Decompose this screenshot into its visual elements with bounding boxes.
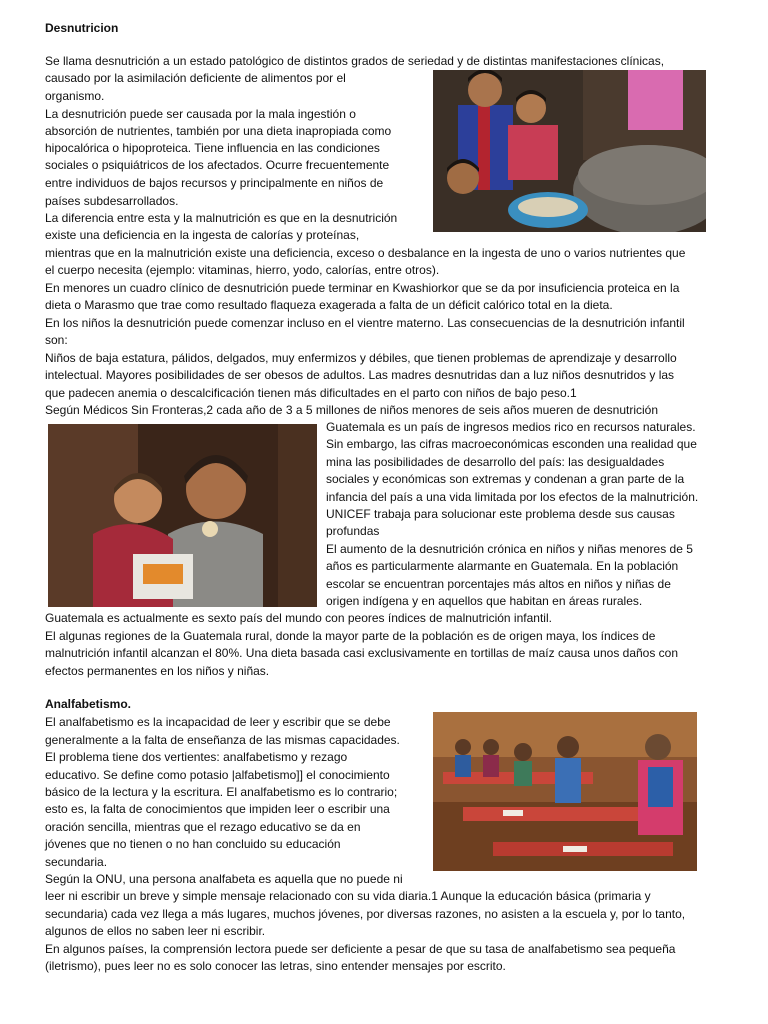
paragraph-line: sociales o psiquiátricos de los afectados. Ocurre frecuentemente — [45, 158, 390, 172]
paragraph-line: países subdesarrollados. — [45, 194, 179, 208]
paragraph-line: En menores un cuadro clínico de desnutrición puede terminar en Kwashiorkor que se da por insuficiencia proteica en la — [45, 281, 680, 295]
photo-children-at-stove — [433, 70, 706, 232]
paragraph-line: En algunos países, la comprensión lectora puede ser deficiente a pesar de que su tasa de analfabetismo sea pequeña — [45, 942, 676, 956]
section-heading-desnutricion: Desnutricion — [45, 21, 119, 35]
paragraph-line: El problema tiene dos vertientes: analfabetismo y rezago — [45, 750, 348, 764]
paragraph-line: intelectual. Mayores posibilidades de ser obesos de adultos. Las madres desnutridas dan a luz niños desnutridos y las — [45, 368, 675, 382]
paragraph-line: entre individuos de bajos recursos y principalmente en niños de — [45, 176, 384, 190]
paragraph-line: El analfabetismo es la incapacidad de leer y escribir que se debe — [45, 715, 391, 729]
paragraph-line: básico de la lectura y la escritura. El analfabetismo es lo contrario; — [45, 785, 398, 799]
paragraph-line: La diferencia entre esta y la malnutrición es que en la desnutrición — [45, 211, 398, 225]
paragraph-line: son: — [45, 333, 68, 347]
paragraph-line: La desnutrición puede ser causada por la mala ingestión o — [45, 107, 356, 121]
photo-children-illustration — [433, 70, 706, 232]
paragraph-line: Niños de baja estatura, pálidos, delgados, muy enfermizos y débiles, que tienen problemas de aprendizaje y desarrollo — [45, 351, 677, 365]
paragraph-line: UNICEF trabaja para solucionar este problema desde sus causas — [326, 507, 675, 521]
paragraph-line: años es particularmente alarmante en Guatemala. En la población — [326, 559, 679, 573]
paragraph-line: oración sencilla, mientras que el rezago educativo se da en — [45, 820, 361, 834]
paragraph-line: el cuerpo necesita (ejemplo: vitaminas, hierro, yodo, calorías, entre otros). — [45, 263, 440, 277]
paragraph-line: efectos permanentes en los niños y niñas. — [45, 664, 270, 678]
paragraph-line: causado por la asimilación deficiente de alimentos por el — [45, 71, 346, 85]
paragraph-line: que padecen anemia o descalcificación tienen más dificultades en el parto con niños de bajo peso.1 — [45, 386, 577, 400]
paragraph-line: leer ni escribir un breve y simple mensaje relacionado con su vida diaria.1 Aunque la educación básica (primaria y — [45, 889, 651, 903]
paragraph-line: malnutrición infantil alcanzan el 80%. Una dieta basada casi exclusivamente en tortillas de maíz causa unos daños con — [45, 646, 679, 660]
paragraph-line: Sin embargo, las cifras macroeconómicas esconden una realidad que — [326, 437, 697, 451]
paragraph-line: esto es, la falta de conocimientos que impiden leer o escribir una — [45, 802, 390, 816]
paragraph-line: profundas — [326, 524, 380, 538]
paragraph-line: educativo. Se define como potasio |alfabetismo]] el conocimiento — [45, 768, 390, 782]
paragraph-line: mina las posibilidades de desarrollo del país: las desigualdades — [326, 455, 665, 469]
paragraph-line: origen indígena y en aquellos que habitan en áreas rurales. — [326, 594, 643, 608]
paragraph-line: Se llama desnutrición a un estado patológico de distintos grados de seriedad y de distintas manifestaciones clínicas, — [45, 54, 665, 68]
paragraph-line: El aumento de la desnutrición crónica en niños y niñas menores de 5 — [326, 542, 693, 556]
paragraph-line: organismo. — [45, 89, 105, 103]
paragraph-line: existe una deficiencia en la ingesta de calorías y proteínas, — [45, 228, 360, 242]
paragraph-line: secundaria) cada vez llega a más lugares, muchos jóvenes, por diversas razones, no asisten a la escuela y, por lo tanto, — [45, 907, 686, 921]
photo-classroom-illustration — [433, 712, 697, 871]
paragraph-line: En los niños la desnutrición puede comenzar incluso en el vientre materno. Las consecuencias de la desnutrición infantil — [45, 316, 685, 330]
paragraph-line: algunos de ellos no saben leer ni escribir. — [45, 924, 266, 938]
paragraph-line: infancia del país a una vida limitada por los efectos de la malnutrición. — [326, 490, 699, 504]
paragraph-line: Según Médicos Sin Fronteras,2 cada año de 3 a 5 millones de niños menores de seis años mueren de desnutrición — [45, 403, 659, 417]
paragraph-line: generalmente a la falta de enseñanza de las mismas capacidades. — [45, 733, 400, 747]
photo-mother-illustration — [48, 424, 317, 607]
paragraph-line: (iletrismo), pues leer no es solo conocer las letras, sino entender mensajes por escrito. — [45, 959, 506, 973]
paragraph-line: Guatemala es actualmente es sexto país del mundo con peores índices de malnutrición infantil. — [45, 611, 552, 625]
paragraph-line: secundaria. — [45, 855, 108, 869]
section-heading-analfabetismo: Analfabetismo. — [45, 697, 132, 711]
paragraph-line: sociales y económicas son extremas y condenan a gran parte de la — [326, 472, 685, 486]
paragraph-line: hipocalórica o hipoproteica. Tiene influencia en las condiciones — [45, 141, 380, 155]
paragraph-line: Según la ONU, una persona analfabeta es aquella que no puede ni — [45, 872, 403, 886]
paragraph-line: dieta o Marasmo que trae como resultado flaqueza exagerada a falta de un déficit calórico total en la dieta. — [45, 298, 613, 312]
paragraph-line: mientras que en la malnutrición existe una deficiencia, exceso o desbalance en la ingesta de uno o varios nutrientes que — [45, 246, 686, 260]
paragraph-line: jóvenes que no tienen o no han concluido su educación — [45, 837, 341, 851]
paragraph-line: El algunas regiones de la Guatemala rural, donde la mayor parte de la población es de origen maya, los índices de — [45, 629, 656, 643]
paragraph-line: absorción de nutrientes, también por una dieta inapropiada como — [45, 124, 392, 138]
paragraph-line: escolar se encuentran porcentajes más altos en niños y niñas de — [326, 577, 671, 591]
photo-classroom — [433, 712, 697, 871]
photo-woman-with-child — [48, 424, 317, 607]
paragraph-line: Guatemala es un país de ingresos medios rico en recursos naturales. — [326, 420, 696, 434]
